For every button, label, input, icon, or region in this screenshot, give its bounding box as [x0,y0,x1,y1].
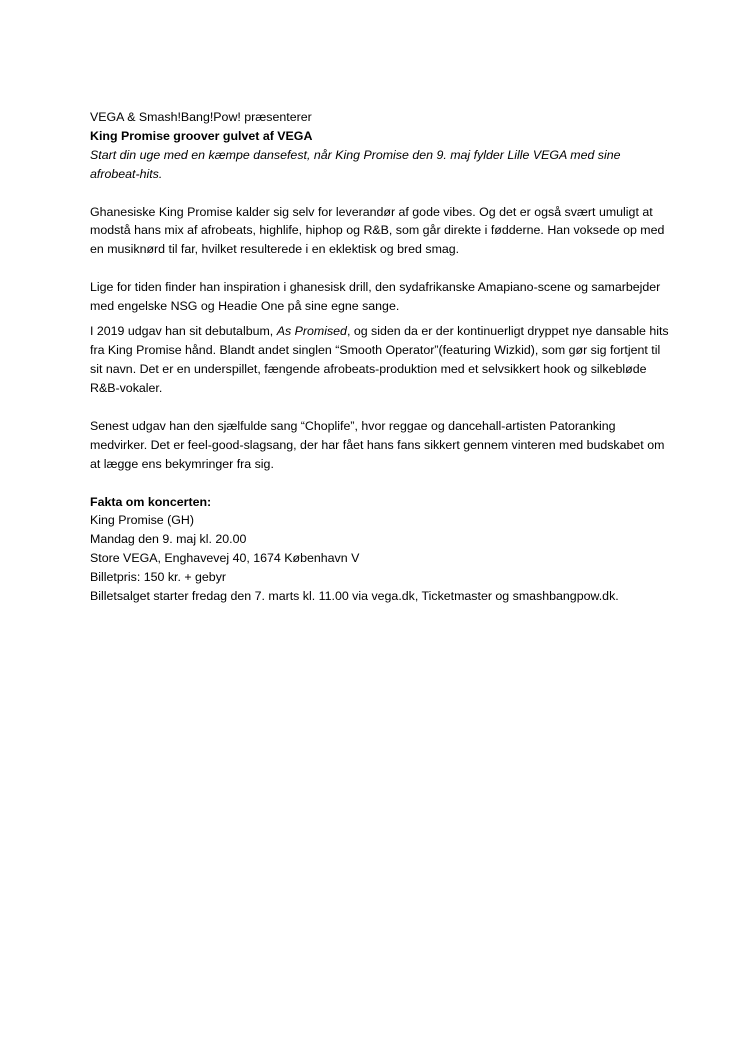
spacer [90,259,670,278]
debut-text-end: , og siden da er der kontinuerligt dryppet nye dansable hits fra King Promise hånd. Blandt andet singlen “Smooth Operator”(featuring Wizkid), som gør sig fortjent til sit navn. Det er en underspillet, fængende afrobeats-produktion med et selvsikkert hook og silkebløde R&B-vokaler. [90,324,669,396]
paragraph-latest: Senest udgav han den sjælfulde sang “Choplife”, hvor reggae og dancehall-artisten Patoranking medvirker. Det er feel-good-slagsang, der har fået hans fans sikkert gennem vinteren med budskabet om at lægge ens bekymringer fra sig. [90,418,665,471]
album-title: As Promised [276,324,347,339]
facts-price: Billetpris: 150 kr. + gebyr [90,570,227,585]
debut-text-start: I 2019 udgav han sit debutalbum, [90,324,277,339]
paragraph-intro: Ghanesiske King Promise kalder sig selv for leverandør af gode vibes. Og det er også svært umuligt at modstå hans mix af afrobeats, highlife, hiphop og R&B, som går direkte i fødderne. Han voksede op med en musiknørd til far, hvilket resulterede i en eklektisk og bred smag. [90,204,665,257]
presenter-line: VEGA & Smash!Bang!Pow! præsenterer [90,110,312,124]
facts-date: Mandag den 9. maj kl. 20.00 [90,532,247,547]
press-release [90,108,670,606]
facts-sale: Billetsalget starter fredag den 7. marts kl. 11.00 via vega.dk, Ticketmaster og smashbangpow.dk. [90,589,619,604]
spacer [90,184,670,203]
paragraph-inspiration: Lige for tiden finder han inspiration i ghanesisk drill, den sydafrikanske Amapiano-scene og samarbejder med engelske NSG og Headie One på sine egne sange. [90,280,661,314]
spacer [90,398,670,417]
facts-venue: Store VEGA, Enghavevej 40, 1674 København V [90,551,360,566]
facts-artist: King Promise (GH) [90,513,194,528]
headline: King Promise groover gulvet af VEGA [90,128,313,143]
lead-paragraph: Start din uge med en kæmpe dansefest, når King Promise den 9. maj fylder Lille VEGA med sine afrobeat-hits. [90,147,621,181]
paragraph-debut [90,322,670,398]
spacer [90,474,670,493]
facts-heading: Fakta om koncerten: [90,494,212,509]
